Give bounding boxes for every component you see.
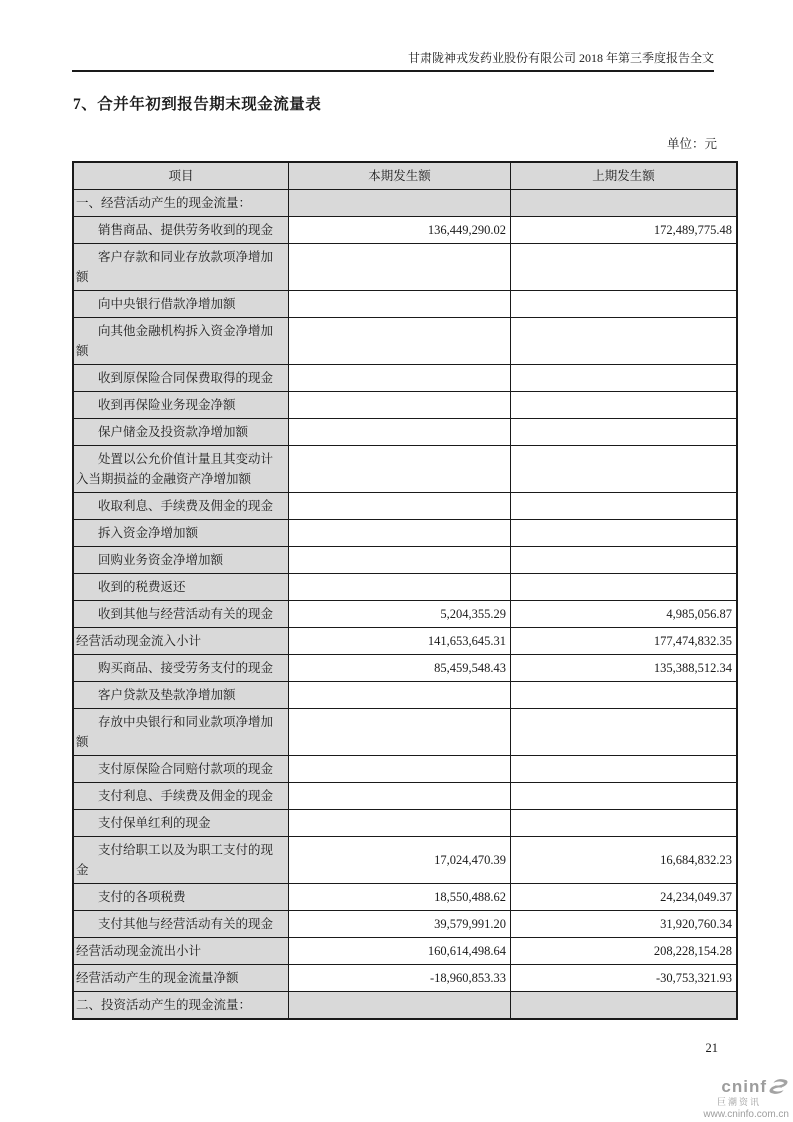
table-row xyxy=(73,392,737,419)
doc-header-text: 甘肃陇神戎发药业股份有限公司 2018 年第三季度报告全文 xyxy=(407,51,714,65)
row-current-value xyxy=(289,419,511,446)
row-prior-value: 24,234,049.37 xyxy=(511,884,738,911)
row-prior-value xyxy=(511,756,738,783)
row-current-value xyxy=(289,291,511,318)
row-label: 存放中央银行和同业款项净增加额 xyxy=(73,709,289,756)
row-label: 收到的税费返还 xyxy=(73,574,289,601)
table-row xyxy=(73,783,737,810)
cash-flow-table-body xyxy=(73,190,737,1020)
row-label: 收到其他与经营活动有关的现金 xyxy=(73,601,289,628)
table-row xyxy=(73,682,737,709)
row-label: 购买商品、接受劳务支付的现金 xyxy=(73,655,289,682)
row-label: 保户储金及投资款净增加额 xyxy=(73,419,289,446)
doc-header xyxy=(72,50,714,72)
row-current-value xyxy=(289,493,511,520)
cninfo-url: www.cninfo.com.cn xyxy=(703,1109,789,1120)
row-label: 客户贷款及垫款净增加额 xyxy=(73,682,289,709)
row-current-value: 39,579,991.20 xyxy=(289,911,511,938)
row-label: 拆入资金净增加额 xyxy=(73,520,289,547)
row-current-value: 5,204,355.29 xyxy=(289,601,511,628)
row-current-value xyxy=(289,318,511,365)
table-row xyxy=(73,244,737,291)
row-current-value: 141,653,645.31 xyxy=(289,628,511,655)
row-prior-value xyxy=(511,291,738,318)
row-prior-value xyxy=(511,682,738,709)
row-current-value xyxy=(289,709,511,756)
row-current-value: 18,550,488.62 xyxy=(289,884,511,911)
row-prior-value xyxy=(511,419,738,446)
row-prior-value: 172,489,775.48 xyxy=(511,217,738,244)
row-current-value xyxy=(289,446,511,493)
row-prior-value xyxy=(511,190,738,217)
table-row xyxy=(73,709,737,756)
row-label: 销售商品、提供劳务收到的现金 xyxy=(73,217,289,244)
row-label: 支付原保险合同赔付款项的现金 xyxy=(73,756,289,783)
row-prior-value xyxy=(511,709,738,756)
table-row xyxy=(73,493,737,520)
row-label: 支付的各项税费 xyxy=(73,884,289,911)
row-label: 收取利息、手续费及佣金的现金 xyxy=(73,493,289,520)
table-row xyxy=(73,574,737,601)
column-header-prior-period: 上期发生额 xyxy=(511,162,738,190)
table-row xyxy=(73,365,737,392)
row-label: 经营活动现金流出小计 xyxy=(73,938,289,965)
table-row xyxy=(73,291,737,318)
row-label: 支付利息、手续费及佣金的现金 xyxy=(73,783,289,810)
page-number: 21 xyxy=(705,1041,718,1055)
row-label: 一、经营活动产生的现金流量： xyxy=(73,190,289,217)
row-prior-value xyxy=(511,547,738,574)
table-row xyxy=(73,318,737,365)
row-label: 回购业务资金净增加额 xyxy=(73,547,289,574)
row-prior-value xyxy=(511,318,738,365)
row-current-value: -18,960,853.33 xyxy=(289,965,511,992)
row-current-value xyxy=(289,190,511,217)
table-row xyxy=(73,911,737,938)
row-prior-value xyxy=(511,493,738,520)
table-row xyxy=(73,446,737,493)
row-current-value xyxy=(289,520,511,547)
row-label: 支付保单红利的现金 xyxy=(73,810,289,837)
row-prior-value: -30,753,321.93 xyxy=(511,965,738,992)
table-row xyxy=(73,520,737,547)
row-prior-value: 4,985,056.87 xyxy=(511,601,738,628)
row-prior-value: 135,388,512.34 xyxy=(511,655,738,682)
row-label: 客户存款和同业存放款项净增加额 xyxy=(73,244,289,291)
row-label: 处置以公允价值计量且其变动计入当期损益的金融资产净增加额 xyxy=(73,446,289,493)
row-current-value xyxy=(289,365,511,392)
row-prior-value xyxy=(511,446,738,493)
table-header-row xyxy=(73,162,737,190)
row-prior-value: 177,474,832.35 xyxy=(511,628,738,655)
table-row xyxy=(73,547,737,574)
column-header-current-period: 本期发生额 xyxy=(289,162,511,190)
row-label: 收到原保险合同保费取得的现金 xyxy=(73,365,289,392)
row-prior-value xyxy=(511,783,738,810)
table-row xyxy=(73,884,737,911)
cninfo-logo-top xyxy=(703,1076,789,1097)
row-current-value xyxy=(289,392,511,419)
row-current-value: 160,614,498.64 xyxy=(289,938,511,965)
row-prior-value: 208,228,154.28 xyxy=(511,938,738,965)
column-header-item: 项目 xyxy=(73,162,289,190)
row-label: 收到再保险业务现金净额 xyxy=(73,392,289,419)
table-row xyxy=(73,655,737,682)
cash-flow-table xyxy=(72,161,738,1020)
row-current-value xyxy=(289,992,511,1020)
table-row xyxy=(73,992,737,1020)
row-label: 二、投资活动产生的现金流量： xyxy=(73,992,289,1020)
row-current-value xyxy=(289,783,511,810)
table-row xyxy=(73,628,737,655)
row-label: 经营活动产生的现金流量净额 xyxy=(73,965,289,992)
table-row xyxy=(73,810,737,837)
row-label: 经营活动现金流入小计 xyxy=(73,628,289,655)
row-current-value xyxy=(289,547,511,574)
row-prior-value xyxy=(511,810,738,837)
row-current-value xyxy=(289,756,511,783)
table-row xyxy=(73,756,737,783)
table-row xyxy=(73,190,737,217)
table-row xyxy=(73,965,737,992)
row-current-value: 17,024,470.39 xyxy=(289,837,511,884)
row-current-value xyxy=(289,682,511,709)
swirl-icon xyxy=(768,1076,789,1097)
row-prior-value xyxy=(511,520,738,547)
section-title: 7、合并年初到报告期末现金流量表 xyxy=(73,96,322,113)
row-label: 向其他金融机构拆入资金净增加额 xyxy=(73,318,289,365)
table-row xyxy=(73,837,737,884)
row-prior-value xyxy=(511,574,738,601)
row-prior-value xyxy=(511,244,738,291)
row-prior-value xyxy=(511,365,738,392)
row-prior-value xyxy=(511,992,738,1020)
cninfo-brand-text: cninf xyxy=(721,1077,767,1096)
row-current-value xyxy=(289,244,511,291)
table-row xyxy=(73,938,737,965)
row-label: 支付其他与经营活动有关的现金 xyxy=(73,911,289,938)
row-prior-value: 31,920,760.34 xyxy=(511,911,738,938)
unit-label: 单位：元 xyxy=(666,137,717,151)
row-current-value xyxy=(289,574,511,601)
row-current-value: 136,449,290.02 xyxy=(289,217,511,244)
cninfo-chinese-name: 巨潮资讯 xyxy=(716,1097,761,1107)
row-prior-value xyxy=(511,392,738,419)
table-row xyxy=(73,601,737,628)
row-label: 向中央银行借款净增加额 xyxy=(73,291,289,318)
table-row xyxy=(73,217,737,244)
cninfo-logo xyxy=(703,1076,789,1120)
row-current-value xyxy=(289,810,511,837)
table-row xyxy=(73,419,737,446)
row-label: 支付给职工以及为职工支付的现金 xyxy=(73,837,289,884)
row-prior-value: 16,684,832.23 xyxy=(511,837,738,884)
row-current-value: 85,459,548.43 xyxy=(289,655,511,682)
